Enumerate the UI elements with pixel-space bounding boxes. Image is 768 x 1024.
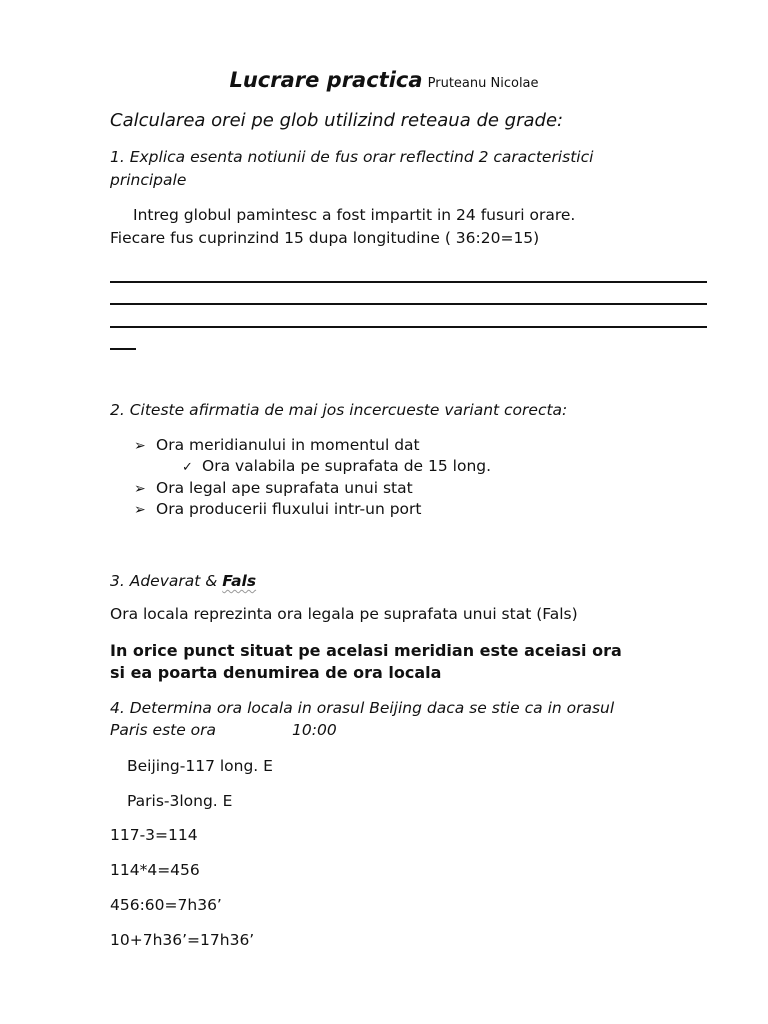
q1-prompt-line1: 1. Explica esenta notiunii de fus orar reflectind 2 caracteristici [110,148,594,166]
paris-time: 10:00 [292,721,337,739]
page-subtitle: Calcularea orei pe glob utilizind reteaua de grade: [110,110,564,131]
page-title: Lucrare practica [229,68,423,92]
q2-option-label: Ora meridianului in momentul dat [156,436,420,454]
author-name: Pruteanu Nicolae [427,76,539,91]
q2-option [134,436,420,454]
q2-option-checked [182,457,491,475]
answer-line-short [110,348,136,350]
calc-step: 114*4=456 [110,861,200,879]
q3-statement: Ora locala reprezinta ora legala pe suprafata unui stat (Fals) [110,605,578,623]
q3-correction-line2: si ea poarta denumirea de ora locala [110,663,442,682]
q1-prompt-line2: principale [110,171,187,189]
q3-prompt: 3. Adevarat & Fals [110,572,257,590]
q1-answer-line2: Fiecare fus cuprinzind 15 dupa longitudine ( 36:20=15) [110,229,540,247]
checkmark-icon: ✓ [182,460,193,475]
q2-option [134,479,413,497]
answer-line [110,303,707,305]
q2-option-label: Ora legal ape suprafata unui stat [156,479,413,497]
q1-answer-line1: Intreg globul pamintesc a fost impartit in 24 fusuri orare. [133,206,576,224]
title-row [0,68,768,92]
q2-option [134,500,421,518]
arrow-bullet-icon: ➢ [134,481,146,497]
answer-line [110,281,707,283]
q4-prompt-line2: Paris este ora 10:00 [110,721,337,739]
q3-correction-line1: In orice punct situat pe acelasi meridian este aceiasi ora [110,641,622,660]
calc-step: 456:60=7h36’ [110,896,222,914]
q2-prompt: 2. Citeste afirmatia de mai jos incercueste variant corecta: [110,401,568,419]
answer-line [110,326,707,328]
arrow-bullet-icon: ➢ [134,502,146,518]
q3-prompt-emphasis: Fals [222,572,257,590]
arrow-bullet-icon: ➢ [134,438,146,454]
q2-option-label: Ora valabila pe suprafata de 15 long. [202,457,492,475]
beijing-longitude: Beijing-117 long. E [127,757,273,775]
q4-prompt-line1: 4. Determina ora locala in orasul Beijing daca se stie ca in orasul [110,699,615,717]
calc-step: 117-3=114 [110,826,198,844]
paris-longitude: Paris-3long. E [127,792,233,810]
calc-step: 10+7h36’=17h36’ [110,931,255,949]
q2-option-label: Ora producerii fluxului intr-un port [156,500,422,518]
